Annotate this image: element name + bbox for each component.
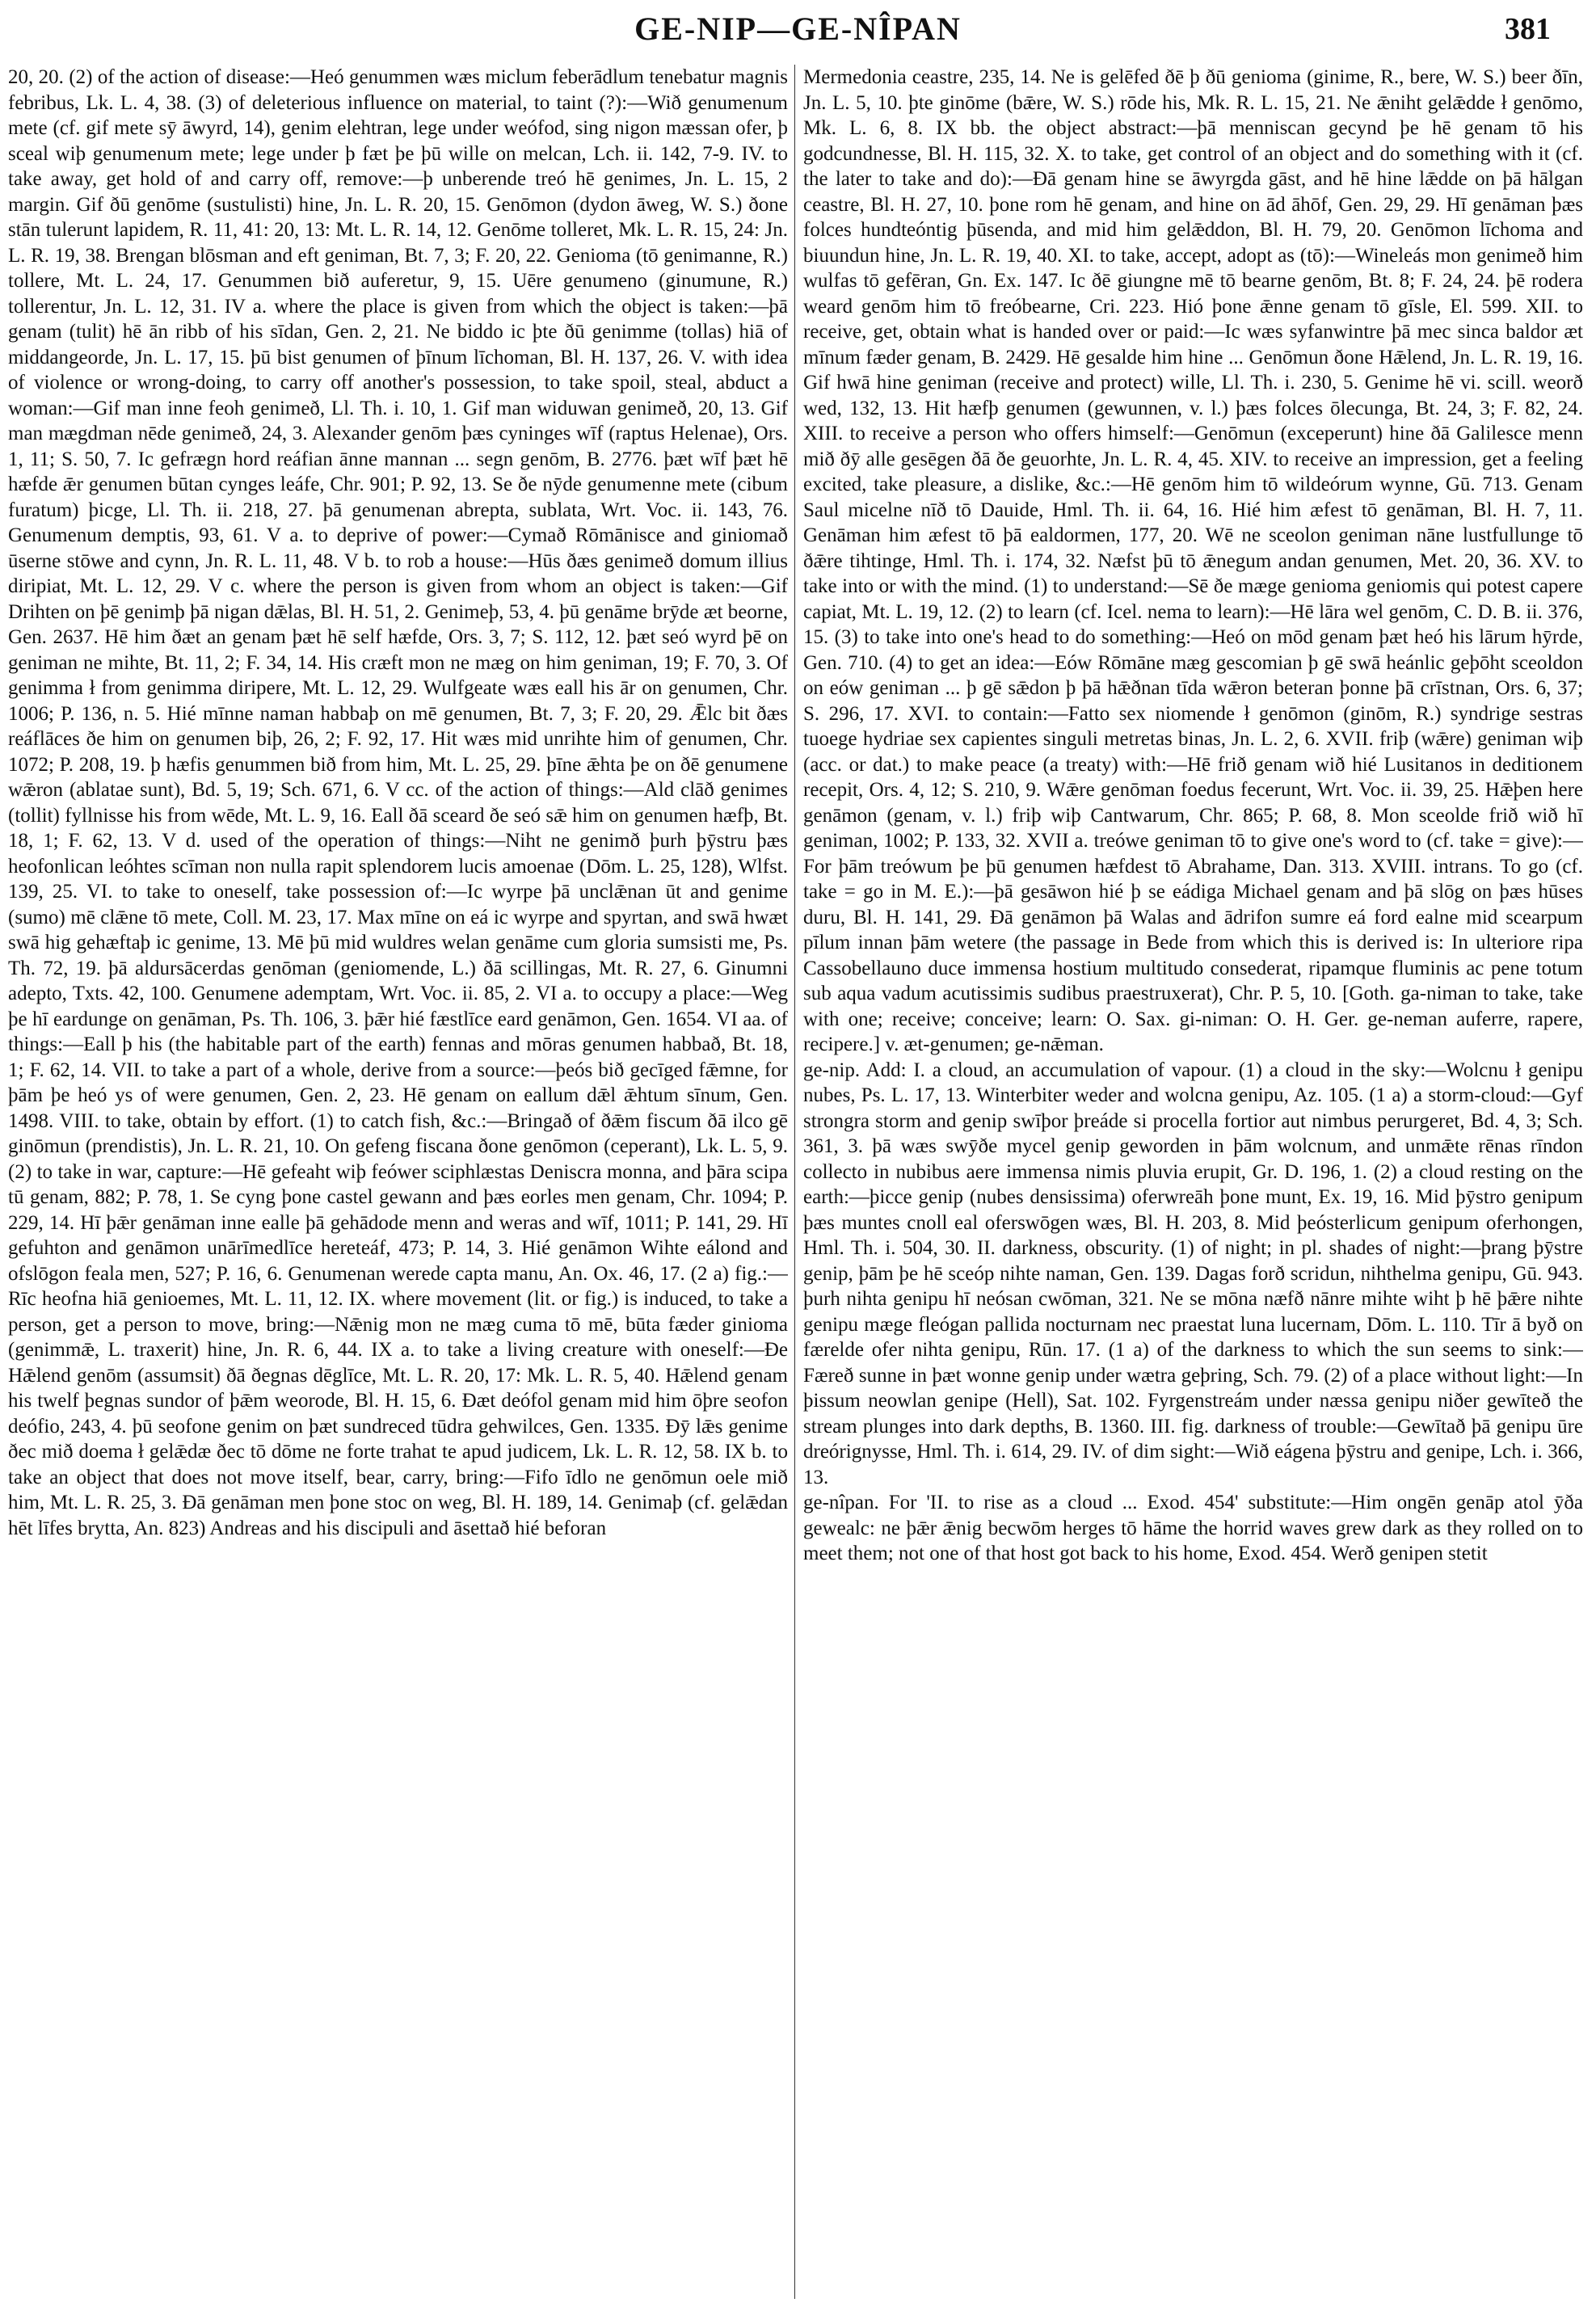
entry-text: Mermedonia ceastre, 235, 14. Ne is gelēfed ðē þ ðū genioma (ginime, R., bere, W. S.) beer ðīn, Jn. L. 5, 10. þte ginōme (bǣre, W. S.) rōde his, Mk. R. L. 15, 21. Ne ǣniht gelǣdde ł genōmo, Mk. L. 6, 8. IX bb. the object abstract:—þā menniscan gecynd þe hē genam tō his godcundnesse, Bl. H. 115, 32. X. to take, get control of an object and do something with it (cf. the later to take and do):—Ðā genam hine se āwyrgda gāst, and hē hine lǣdde on þā hālgan ceastre, Bl. H. 27, 10. þone rom hē genam, and hine on ād āhōf, Gen. 29, 29. Hī genāman þæs folces hundteóntig þūsenda, and mid him gelǣddon, Bl. H. 79, 20. Genōmon līchoma and biuundun hine, Jn. L. R. 19, 40. XI. to take, accept, adopt as (tō):—Wineleás mon genimeð him wulfas tō gefēran, Gn. Ex. 147. Ic ðē giungne mē tō bearne genōm, Bt. 8; F. 24, 24. þē roderа weard genōm him tō freóbearne, Cri. 223. Hió þone ǣnne genam tō gīsle, El. 599. XII. to receive, get, obtain what is handed over or paid:—Ic wæs syfanwintre þā mec sinca baldor æt mīnum fæder genam, B. 2429. Hē gesalde him hine ... Genōmun ðone Hǣlend, Jn. L. R. 19, 16. Gif hwā hine geniman (receive and protect) wille, Ll. Th. i. 230, 5. Genime hē vi. scill. weorð wed, 132, 13. Hit hæfþ genumen (gewunnen, v. l.) þæs folces ōlecunga, Bt. 24, 3; F. 82, 24. XIII. to receive a person who offers himself:—Genōmun (exceperunt) hine ðā Galilesce menn mið ðȳ alle gesēgen ðā ðe geuorhte, Jn. L. R. 4, 45. XIV. to receive an impression, get a feeling excited, take pleasure, a dislike, &c.:—Hē genōm him tō wildeórum wynne, Gū. 713. Genam Saul micelne nīð tō Dauide, Hml. Th. ii. 64, 16. Hié him æfest tō genāman, Bl. H. 7, 11. Genāman him æfest tō þā ealdormen, 177, 20. Wē ne sceolon geniman nāne lustfullunge tō ðǣre tihtinge, Hml. Th. i. 174, 32. Næfst þū tō ǣnegum andan genumen, Met. 20, 36. XV. to take into or with the mind. (1) to understand:—Sē ðe mæge genioma geniomis qui potest capere capiat, Mt. L. 19, 12. (2) to learn (cf. Icel. nema to learn):—Hē lāra wel genōm, C. D. B. ii. 376, 15. (3) to take into one's head to do something:—Heó on mōd genam þæt heó his lārum hȳrde, Gen. 710. (4) to get an idea:—Eów Rōmāne mæg gescomian þ gē swā heánlic geþōht sceoldon on eów geniman ... þ gē sǣdon þ þā hǣðnan tīda wǣron beteran þonne þā crīstnan, Ors. 6, 37; S. 296, 17. XVI. to contain:—Fatto sex niomende ł genōmon (ginōm, R.) syndrige sestras tuoege hydriae sex capientes singuli metretas binas, Jn. L. 2, 6. XVII. friþ (wǣre) geniman wiþ (acc. or dat.) to make peace (a treaty) with:—Hē frið genam wið hié Lusitanos in deditionem recepit, Ors. 4, 12; S. 210, 9. Wǣre genōman foedus fecerunt, Wrt. Voc. ii. 39, 25. Hǣþen here genāmon (genam, v. l.) friþ wiþ Cantwarum, Chr. 865; P. 68, 8. Mon sceolde frið wið hī geniman, 1002; P. 133, 32. XVII a. treówe geniman tō to give one's word to (cf. take = give):—For þām treówum þe þū genumen hæfdest tō Abrahame, Dan. 313. XVIII. intrans. To go (cf. take = go in M. E.):—þā gesāwon hié þ se eádiga Michael genam and þā slōg on þæs hūses duru, Bl. H. 141, 29. Ðā genāmon þā Walas and ādrifon sumre eá ford ealne mid scearpum pīlum innan þām wetere (the passage in Bede from which this is derived is: In ulteriore ripa Cassobellauno duce immensa hostium multitudo consederat, ripamque fluminis ac pene totum sub aqua vadum acutissimis sudibus praestruxerat), Chr. P. 5, 10. [Goth. ga-niman to take, take with one; receive; conceive; learn: O. Sax. gi-niman: O. H. Ger. ge-neman auferre, rapere, recipere.] v. æt-genumen; ge-nǣman. [803, 66, 1583, 1055]
page-header [0, 5, 1596, 53]
column-divider [794, 65, 795, 2299]
page-number: 381 [1505, 12, 1551, 46]
right-column [803, 65, 1583, 2299]
entry-ge-nip: ge-nip. Add: I. a cloud, an accumulation of vapour. (1) a cloud in the sky:—Wolcnu ł genipu nubes, Ps. L. 17, 13. Winterbiter weder and wolcna genipu, Az. 105. (1 a) a storm-cloud:—Gyf strongra storm and genip swīþor þreáde si procella fortior aut nimbus perurgeret, Bd. 4, 3; Sch. 361, 3. þā wæs swȳðe mycel genip geworden in þām wolcnum, and unmǣte rēnas rīndon collecto in nubibus aere immensa nimis pluvia erupit, Gr. D. 196, 1. (2) a cloud resting on the earth:—þicce genip (nubes densissima) oferwreāh þone munt, Ex. 19, 16. Mid þȳstro genipum þæs muntes cnoll eal oferswōgen wæs, Bl. H. 203, 8. Mid þeósterlicum genipum oferhongen, Hml. Th. i. 504, 30. II. darkness, obscurity. (1) of night; in pl. shades of night:—þrang þȳstre genip, þām þe hē sceóp nihte naman, Gen. 139. Dagas forð scridun, nihthelma genipu, Gū. 943. þurh nihta genipu hī neósan cwōman, 321. Ne se mōna næfð nānre mihte wiht þ hē þǣre nihte genipu mæge fleógan pallida nocturnam nec praestat luna lucernam, Dōm. L. 110. Tīr ā byð on færelde ofer nihta genipu, Rūn. 17. (1 a) of the darkness to which the sun seems to sink:—Færeð sunne in þæt wonne genip under wætra geþring, Sch. 79. (2) of a place without light:—In þissum neowlan genipe (Hell), Sat. 102. Fyrgenstreám under næssa genipu niðer gewīteð the stream plunges into dark depths, B. 1360. III. fig. darkness of trouble:—Gewītað þā genipu ūre dreórignysse, Hml. Th. i. 614, 29. IV. of dim sight:—Wið eágena þȳstru and genipe, Lch. i. 366, 13. [803, 1059, 1583, 1488]
running-title: GE-NIP—GE-NÎPAN [634, 11, 962, 47]
left-column [8, 65, 788, 2299]
entry-ge-nipan: ge-nîpan. For 'II. to rise as a cloud ... Exod. 454' substitute:—Him ongēn genāp atol ȳða gewealc: ne þǣr ǣnig becwōm herges tō hāme the horrid waves grew dark as they rolled on to meet them; not one of that host got back to his home, Exod. 454. Werð genipen stetit [803, 1492, 1583, 1564]
entry-text: 20, 20. (2) of the action of disease:—Heó genummen wæs miclum feberādlum tenebatur magnis febribus, Lk. L. 4, 38. (3) of deleterious influence on material, to taint (?):—Wið genumenum mete (cf. gif mete sȳ āwyrd, 14), genim elehtran, lege under weófod, sing nigon mæssan ofer, þ sceal wiþ genumenum mete; lege under þ fæt þe þū wille on melcan, Lch. ii. 142, 7-9. IV. to take away, get hold of and carry off, remove:—þ unberende treó hē genimes, Jn. L. 15, 2 margin. Gif ðū genōme (sustulisti) hine, Jn. L. R. 20, 15. Genōmon (dydon āweg, W. S.) ðone stān tulerunt lapidem, R. 11, 41: 20, 13: Mt. L. R. 14, 12. Genōme tolleret, Mk. L. R. 15, 24: Jn. L. R. 19, 38. Brengan blōsman and eft geniman, Bt. 7, 3; F. 20, 22. Genioma (tō genimanne, R.) tollere, Mt. L. 24, 17. Genummen bið auferetur, 9, 15. Uēre genumeno (ginumune, R.) tollerentur, Jn. L. 12, 31. IV a. where the place is given from which the object is taken:—þā genam (tulit) hē ān ribb of his sīdan, Gen. 2, 21. Ne biddo ic þte ðū genimme (tollas) hiā of middangeorde, Jn. L. 17, 15. þū bist genumen of þīnum līchoman, Bl. H. 137, 26. V. with idea of violence or wrong-doing, to carry off another's possession, to take spoil, steal, abduct a woman:—Gif man inne feoh genimeð, Ll. Th. i. 10, 1. Gif man widuwan genimeð, 20, 13. Gif man mægdman nēde genimeð, 24, 3. Alexander genōm þæs cyninges wīf (raptus Helenae), Ors. 1, 11; S. 50, 7. Ic gefrægn hord reáfian ānne mannan ... segn genōm, B. 2776. þæt wīf þæt hē hæfde ǣr genumen būtan cynges leáfe, Chr. 901; P. 92, 13. Se ðe nȳde genumenne mete (cibum furatum) þicge, Ll. Th. ii. 218, 27. þā genumenan abrepta, sublata, Wrt. Voc. ii. 143, 76. Genumenum demptis, 93, 61. V a. to deprive of power:—Cymað Rōmānisce and giniomað ūserne stōwe and cynn, Jn. R. L. 11, 48. V b. to rob a house:—Hūs ðæs genimeð domum illius diripiat, Mt. L. 12, 29. V c. where the person is given from whom an object is taken:—Gif Drihten on þē genimþ þā nigan dǣlas, Bl. H. 51, 2. Genimeþ, 53, 4. þū genāme brȳde æt beorne, Gen. 2637. Hē him ðæt an genam þæt hē self hæfde, Ors. 3, 7; S. 112, 12. þæt seó wyrd þē on geniman ne mihte, Bt. 11, 2; F. 34, 14. His cræft mon ne mæg on him geniman, 19; F. 70, 3. Of genimma ł from genimma diripere, Mt. L. 12, 29. Wulfgeate wæs eall his ār on genumen, Chr. 1006; P. 136, n. 5. Hié mīnne naman habbaþ on mē genumen, Bt. 7, 3; F. 20, 29. Ǣlc bit ðæs reáflāces ðe him on genumen biþ, 26, 2; F. 92, 17. Hit wæs mid unrihte him of genumen, Chr. 1072; P. 208, 19. þ hæfis genummen bið from him, Mt. L. 25, 29. þīne ǣhta þe on ðē genumene wǣron (ablatae sunt), Bd. 5, 19; Sch. 671, 6. V cc. of the action of things:—Ald clāð genimes (tollit) fyllnisse his from wēde, Mt. L. 9, 16. Eall ðā sceard ðe seó sǣ him on genumen hæfþ, Bt. 18, 1; F. 62, 13. V d. used of the operation of things:—Niht ne genimð þurh þȳstru þæs heofonlican leóhtes scīman non nulla rapit splendorem lucis amoenae (Dōm. L. 25, 128), Wlfst. 139, 25. VI. to take to oneself, take possession of:—Ic wyrpe þā unclǣnan ūt and genime (sumo) mē clǣne tō mete, Coll. M. 23, 17. Max mīne on eá ic wyrpe and spyrtan, and swā hwæt swā hig gehæftaþ ic genime, 13. Mē þū mid wuldres welan genāme cum gloria sumsisti me, Ps. Th. 72, 19. þā aldursācerdas genōman (geniomende, L.) ðā scillingas, Mt. R. 27, 6. Ginumni adepto, Txts. 42, 100. Genumene ademptam, Wrt. Voc. ii. 85, 2. VI a. to occupy a place:—Weg þe hī eardunge on genāman, Ps. Th. 106, 3. þǣr hié fæstlīce eard genāmon, Gen. 1654. VI aa. of things:—Eall þ his (the habitable part of the earth) fennas and mōras genumen habbað, Bt. 18, 1; F. 62, 14. VII. to take a part of a whole, derive from a source:—þeós bið gecīged fǣmne, for þām þe heó ys of were genumen, Gen. 2, 23. Hē genam on eallum dǣl ǣhtum sīnum, Gen. 1498. VIII. to take, obtain by effort. (1) to catch fish, &c.:—Bringað of ðǣm fiscum ðā ilco gē ginōmun (prendistis), Jn. L. R. 21, 10. On gefeng fiscana ðone genōmon (ceperant), Lk. L. 5, 9. (2) to take in war, capture:—Hē gefeaht wiþ feówer sciphlæstas Deniscra monna, and þāra scipa tū genam, 882; P. 78, 1. Se cyng þone castel gewann and þæs eorles men genam, Chr. 1094; P. 229, 14. Hī þǣr genāman inne ealle þā gehādode menn and weras and wīf, 1011; P. 141, 29. Hī gefuhton and genāmon unārīmedlīce hereteáf, 473; P. 14, 3. Hié genāmon Wihte eálond and ofslōgon feala men, 527; P. 16, 6. Genumenan werede capta manu, An. Ox. 46, 17. (2 a) fig.:—Rīc heofna hiā genioemes, Mt. L. 11, 12. IX. where movement (lit. or fig.) is induced, to take a person, get a person to move, bring:—Nǣnig mon ne mæg cuma tō mē, būta fæder ginioma (genimmǣ, L. traxerit) hine, Jn. R. 6, 44. IX a. to take a living creature with oneself:—Ðe Hǣlend genōm (assumsit) ðā ðegnas dēglīce, Mt. L. R. 20, 17: Mk. L. R. 5, 40. Hǣlend genam his twelf þegnas sundor of þǣm weorode, Bl. H. 15, 6. Ðæt deófol genam mid him ōþre seofon deófio, 243, 4. þū seofone genim on þæt sundreced tūdra gehwilces, Gen. 1335. Ðȳ lǣs genime ðec mið doema ł gelǣdæ ðec tō dōme ne forte trahat te apud judicem, Lk. L. R. 12, 58. IX b. to take an object that does not move itself, bear, carry, bring:—Fifo īdlo ne genōmun oele mið him, Mt. L. R. 25, 3. Ðā genāman men þone stoc on weg, Bl. H. 189, 14. Genimaþ (cf. gelǣdan hēt līfes brytta, An. 823) Andreas and his discipuli and āsettað hié beforan [8, 66, 788, 1539]
